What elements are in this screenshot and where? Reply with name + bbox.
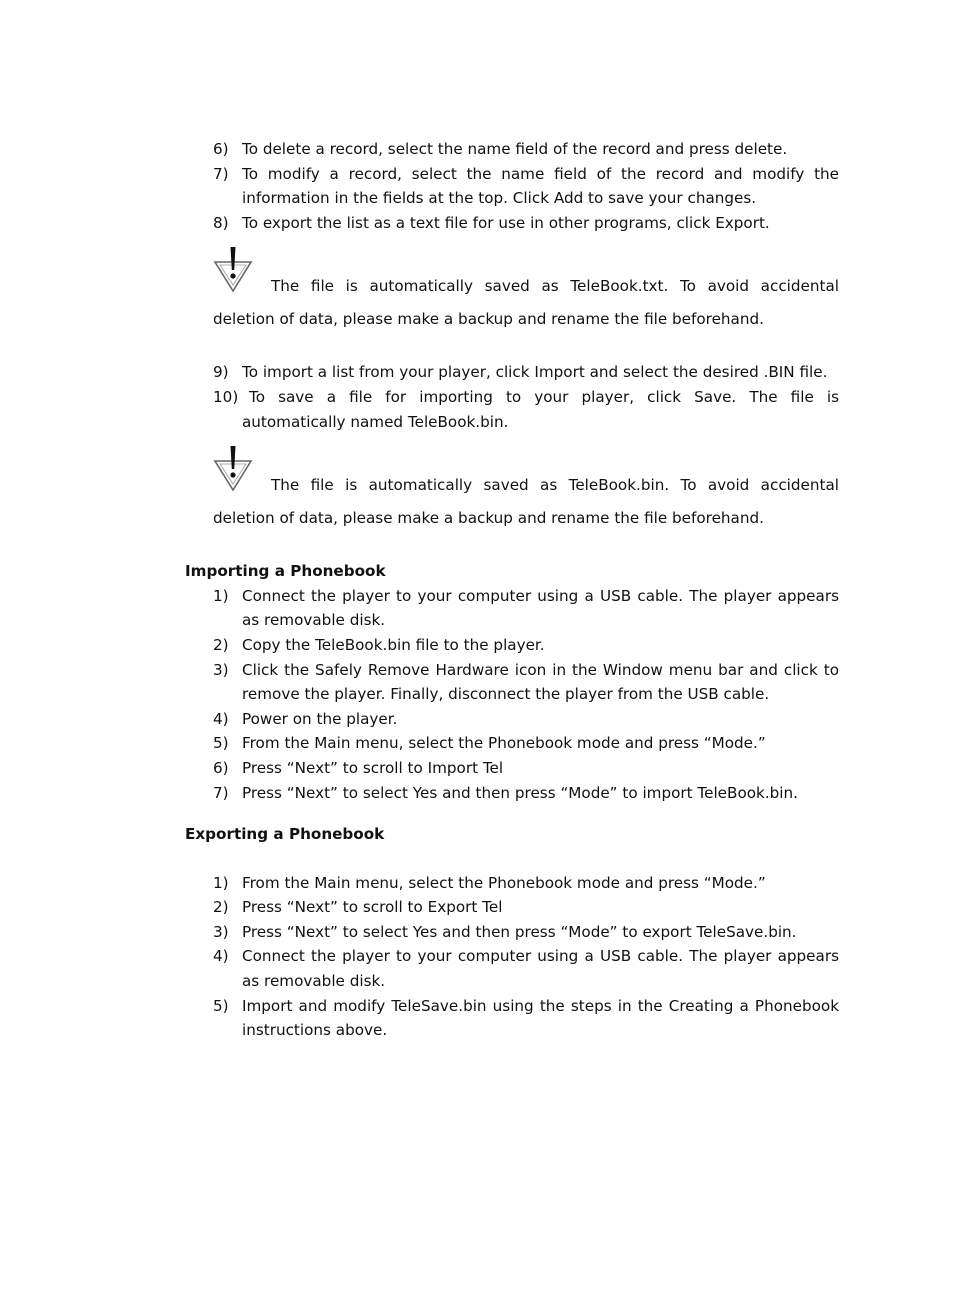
- step-number: 9): [213, 363, 229, 382]
- step-number: 10): [213, 387, 239, 406]
- note-text-line1: The file is automatically saved as TeleBook.bin. To avoid accidental: [271, 476, 839, 495]
- caution-icon: [213, 246, 253, 294]
- step-number: 1): [213, 873, 229, 892]
- list-item: [185, 633, 839, 658]
- caution-icon: [213, 445, 253, 493]
- caution-note: [213, 246, 839, 336]
- step-text: Click the Safely Remove Hardware icon in the Window menu bar and click to remove the player. Finally, disconnect the player from the USB cable.: [242, 660, 839, 704]
- step-text: Connect the player to your computer using a USB cable. The player appears as removable disk.: [242, 586, 839, 630]
- step-number: 6): [213, 758, 229, 777]
- step-text: To delete a record, select the name field of the record and press delete.: [242, 140, 788, 158]
- note-text-line2: deletion of data, please make a backup and rename the file beforehand.: [213, 509, 764, 528]
- step-text: Press “Next” to scroll to Export Tel: [242, 898, 503, 917]
- step-number: 4): [213, 947, 229, 966]
- step-number: 3): [213, 922, 229, 941]
- step-text: Import and modify TeleSave.bin using the steps in the Creating a Phonebook instructions above.: [242, 996, 839, 1040]
- step-number: 8): [213, 213, 229, 232]
- note-text-line1: The file is automatically saved as TeleBook.txt. To avoid accidental: [271, 277, 839, 296]
- list-item: [185, 162, 839, 211]
- list-item: [185, 658, 839, 707]
- steps-list-b: [185, 360, 839, 434]
- step-number: 2): [213, 635, 229, 654]
- list-item: [185, 707, 839, 732]
- list-item: [185, 781, 839, 806]
- step-number: 6): [213, 140, 229, 158]
- step-number: 1): [213, 586, 229, 605]
- step-text: To import a list from your player, click Import and select the desired .BIN file.: [242, 363, 828, 382]
- step-text: Power on the player.: [242, 709, 398, 728]
- caution-note: [213, 445, 839, 535]
- step-number: 5): [213, 734, 229, 753]
- step-number: 7): [213, 783, 229, 802]
- list-item: [185, 731, 839, 756]
- step-number: 5): [213, 996, 229, 1015]
- step-text: Press “Next” to select Yes and then press “Mode” to import TeleBook.bin.: [242, 783, 798, 802]
- step-text: From the Main menu, select the Phonebook mode and press “Mode.”: [242, 734, 766, 753]
- step-text: To export the list as a text file for use in other programs, click Export.: [242, 213, 770, 232]
- step-number: 4): [213, 709, 229, 728]
- step-number: 2): [213, 898, 229, 917]
- steps-list-a: [185, 137, 839, 235]
- list-item: [185, 994, 839, 1043]
- step-text: To save a file for importing to your player, click Save. The file is automatically named TeleBook.bin.: [242, 387, 839, 431]
- list-item: [185, 584, 839, 633]
- list-item: [185, 385, 839, 434]
- step-number: 3): [213, 660, 229, 679]
- importing-steps: [185, 584, 839, 805]
- step-text: Connect the player to your computer using a USB cable. The player appears as removable disk.: [242, 947, 839, 991]
- step-text: From the Main menu, select the Phonebook mode and press “Mode.”: [242, 873, 766, 892]
- exporting-steps: [185, 871, 839, 1043]
- list-item: [185, 895, 839, 920]
- list-item: [185, 137, 839, 162]
- list-item: [185, 756, 839, 781]
- list-item: [185, 871, 839, 896]
- step-text: To modify a record, select the name field of the record and modify the information in the fields at the top. Click Add to save your changes.: [242, 164, 839, 208]
- section-heading-importing: Importing a Phonebook: [185, 562, 386, 581]
- document-page: [185, 137, 839, 1043]
- list-item: [185, 360, 839, 385]
- list-item: [185, 920, 839, 945]
- step-text: Press “Next” to select Yes and then press “Mode” to export TeleSave.bin.: [242, 922, 797, 941]
- section-heading-exporting: Exporting a Phonebook: [185, 825, 385, 844]
- step-text: Copy the TeleBook.bin file to the player.: [242, 635, 545, 654]
- step-text: Press “Next” to scroll to Import Tel: [242, 758, 504, 777]
- note-text-line2: deletion of data, please make a backup and rename the file beforehand.: [213, 310, 764, 329]
- list-item: [185, 944, 839, 993]
- list-item: [185, 211, 839, 236]
- step-number: 7): [213, 164, 229, 183]
